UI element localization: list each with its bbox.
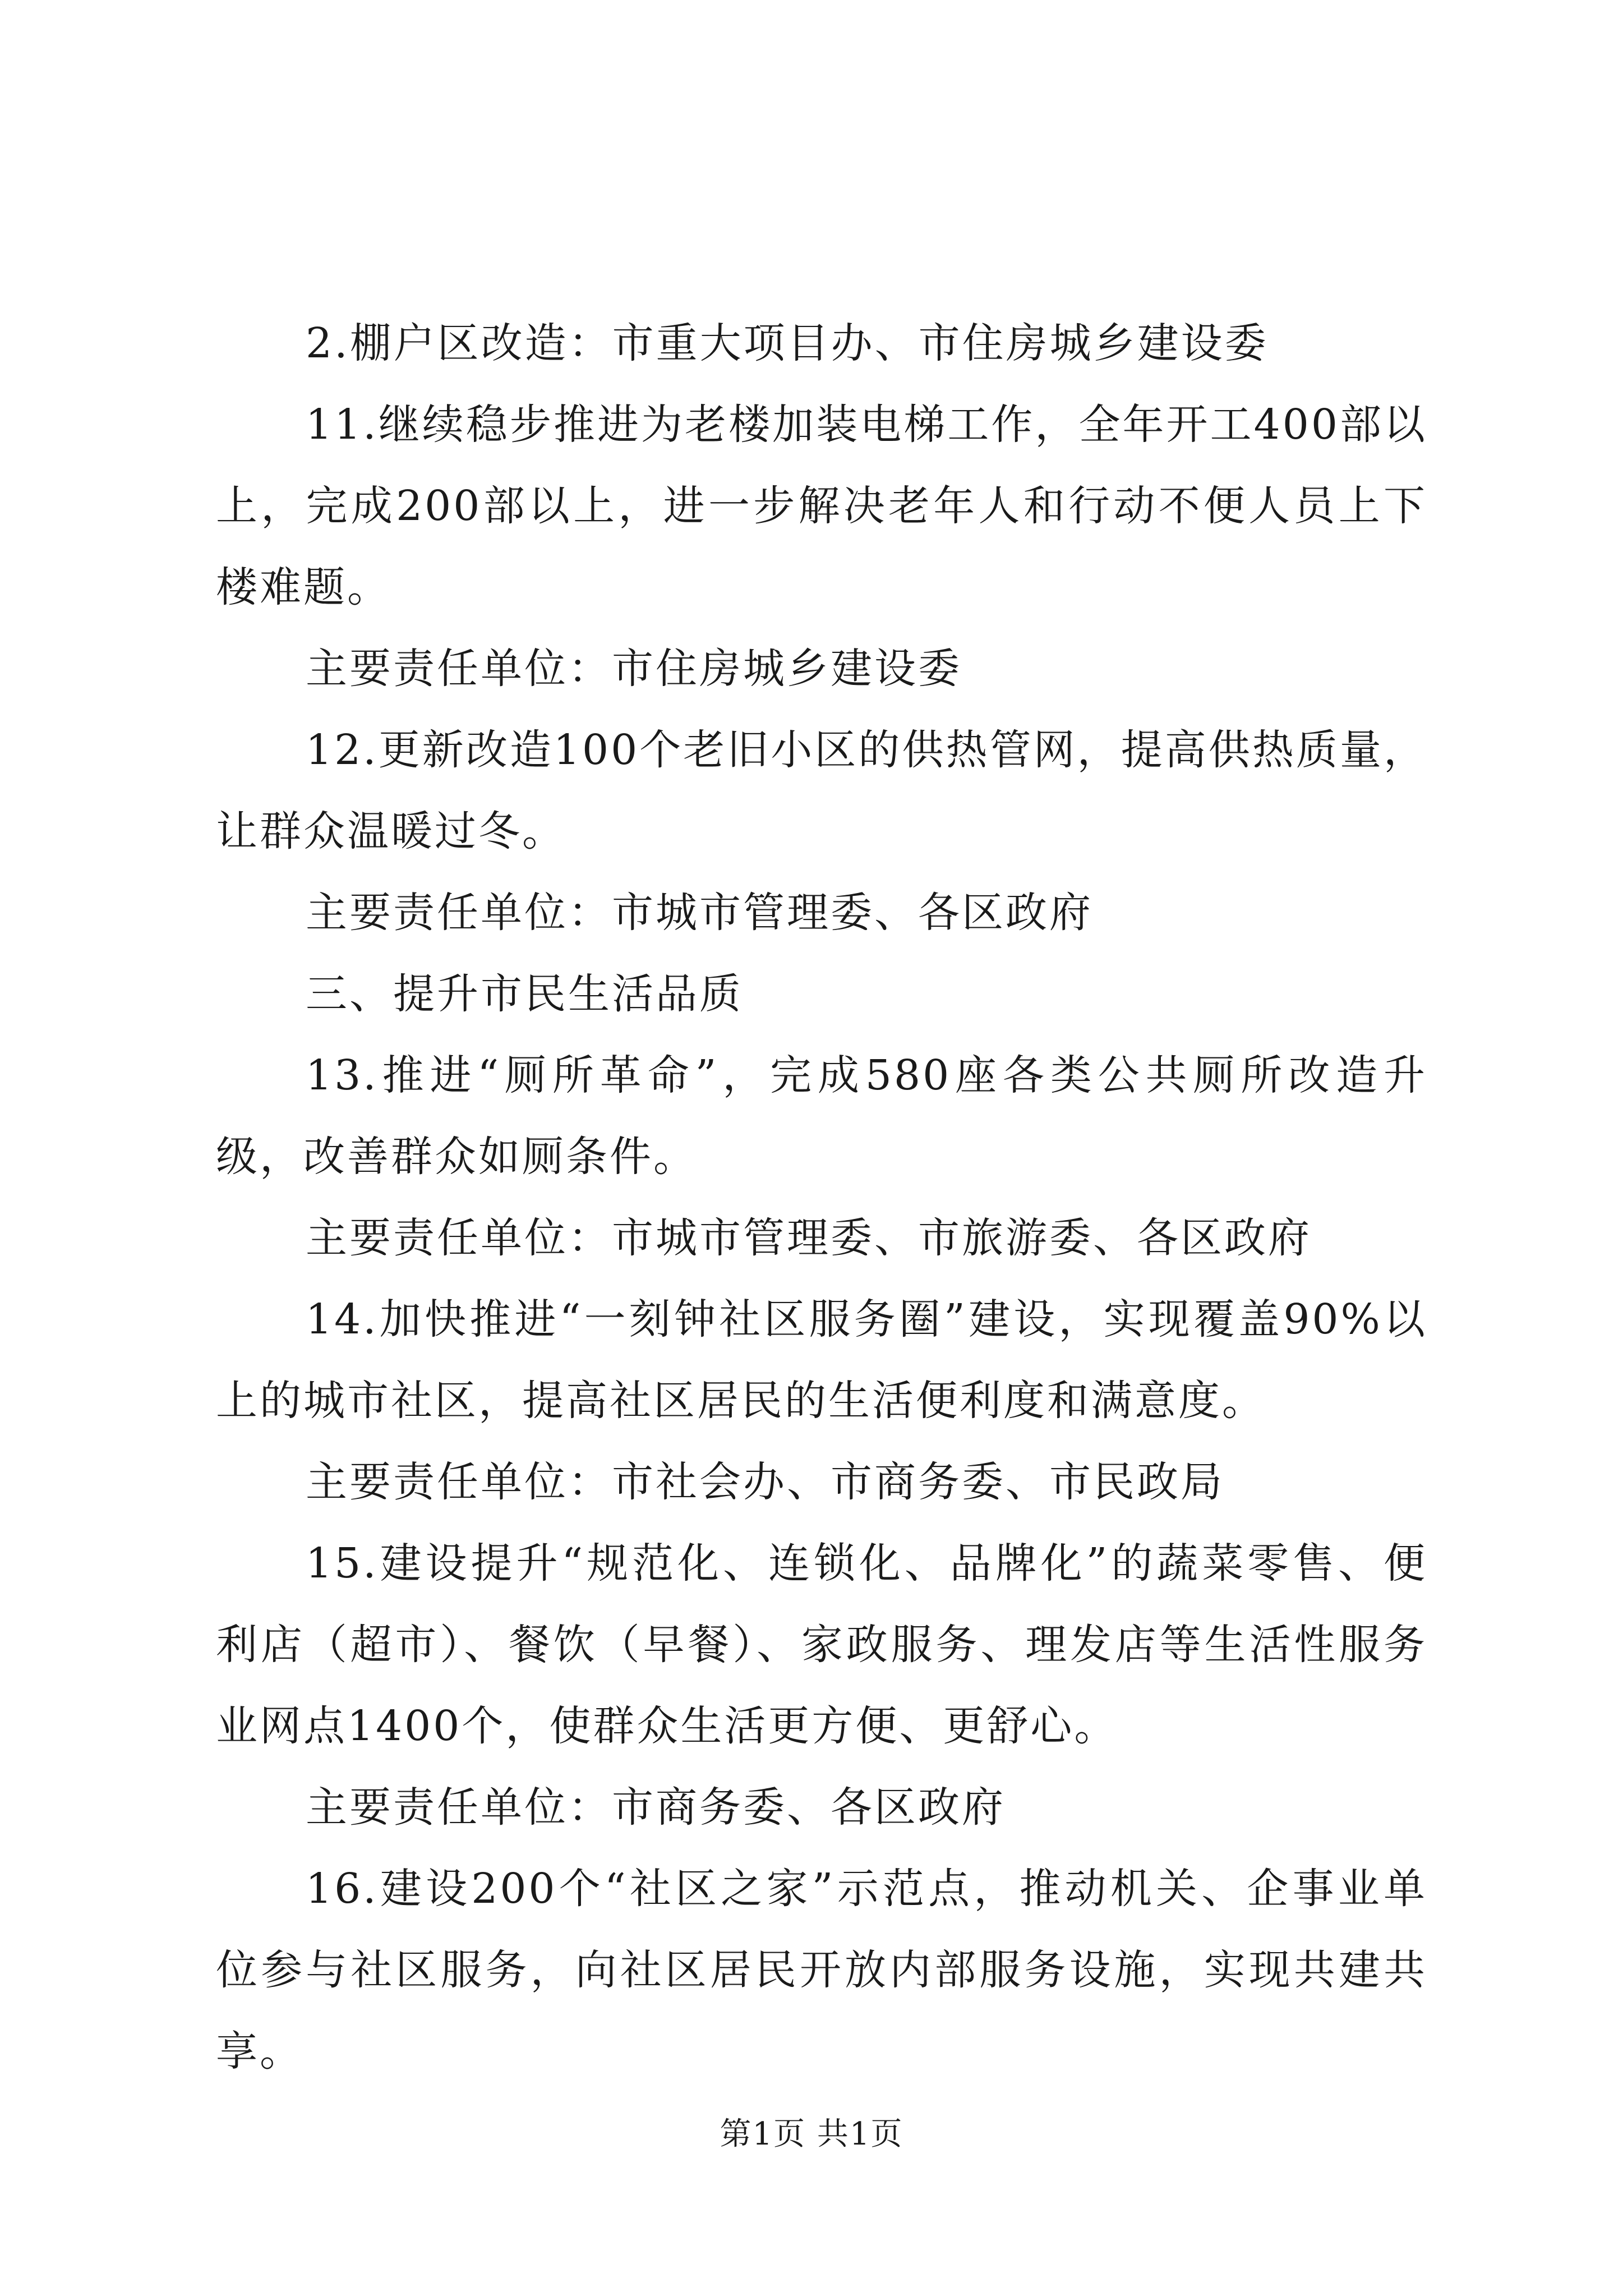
- paragraph-1: 2.棚户区改造：市重大项目办、市住房城乡建设委: [306, 319, 1269, 367]
- paragraph-8: 主要责任单位：市城市管理委、市旅游委、各区政府: [306, 1214, 1312, 1262]
- paragraph-12: 主要责任单位：市商务委、各区政府: [306, 1783, 1006, 1832]
- paragraph-4: 12.更新改造100个老旧小区的供热管网，提高供热质量，让群众温暖过冬。: [216, 726, 1427, 855]
- paragraph-7: 13.推进“厕所革命”，完成580座各类公共厕所改造升级，改善群众如厕条件。: [216, 1051, 1427, 1181]
- paragraph-3: 主要责任单位：市住房城乡建设委: [306, 645, 962, 693]
- page-footer: 第1页 共1页: [720, 2116, 903, 2152]
- paragraph-11: 15.建设提升“规范化、连锁化、品牌化”的蔬菜零售、便利店（超市）、餐饮（早餐）、家政服务、理发店等生活性服务业网点1400个，使群众生活更方便、更舒心。: [216, 1539, 1427, 1750]
- paragraph-10: 主要责任单位：市社会办、市商务委、市民政局: [306, 1458, 1224, 1506]
- section-heading: 三、提升市民生活品质: [306, 970, 743, 1018]
- paragraph-2: 11.继续稳步推进为老楼加装电梯工作，全年开工400部以上，完成200部以上，进一步解决老年人和行动不便人员上下楼难题。: [216, 401, 1427, 611]
- document-body: [216, 303, 1427, 2092]
- paragraph-5: 主要责任单位：市城市管理委、各区政府: [306, 889, 1093, 937]
- paragraph-9: 14.加快推进“一刻钟社区服务圈”建设，实现覆盖90%以上的城市社区，提高社区居民的生活便利度和满意度。: [216, 1295, 1427, 1425]
- paragraph-13: 16.建设200个“社区之家”示范点，推动机关、企事业单位参与社区服务，向社区居民开放内部服务设施，实现共建共享。: [216, 1865, 1427, 2076]
